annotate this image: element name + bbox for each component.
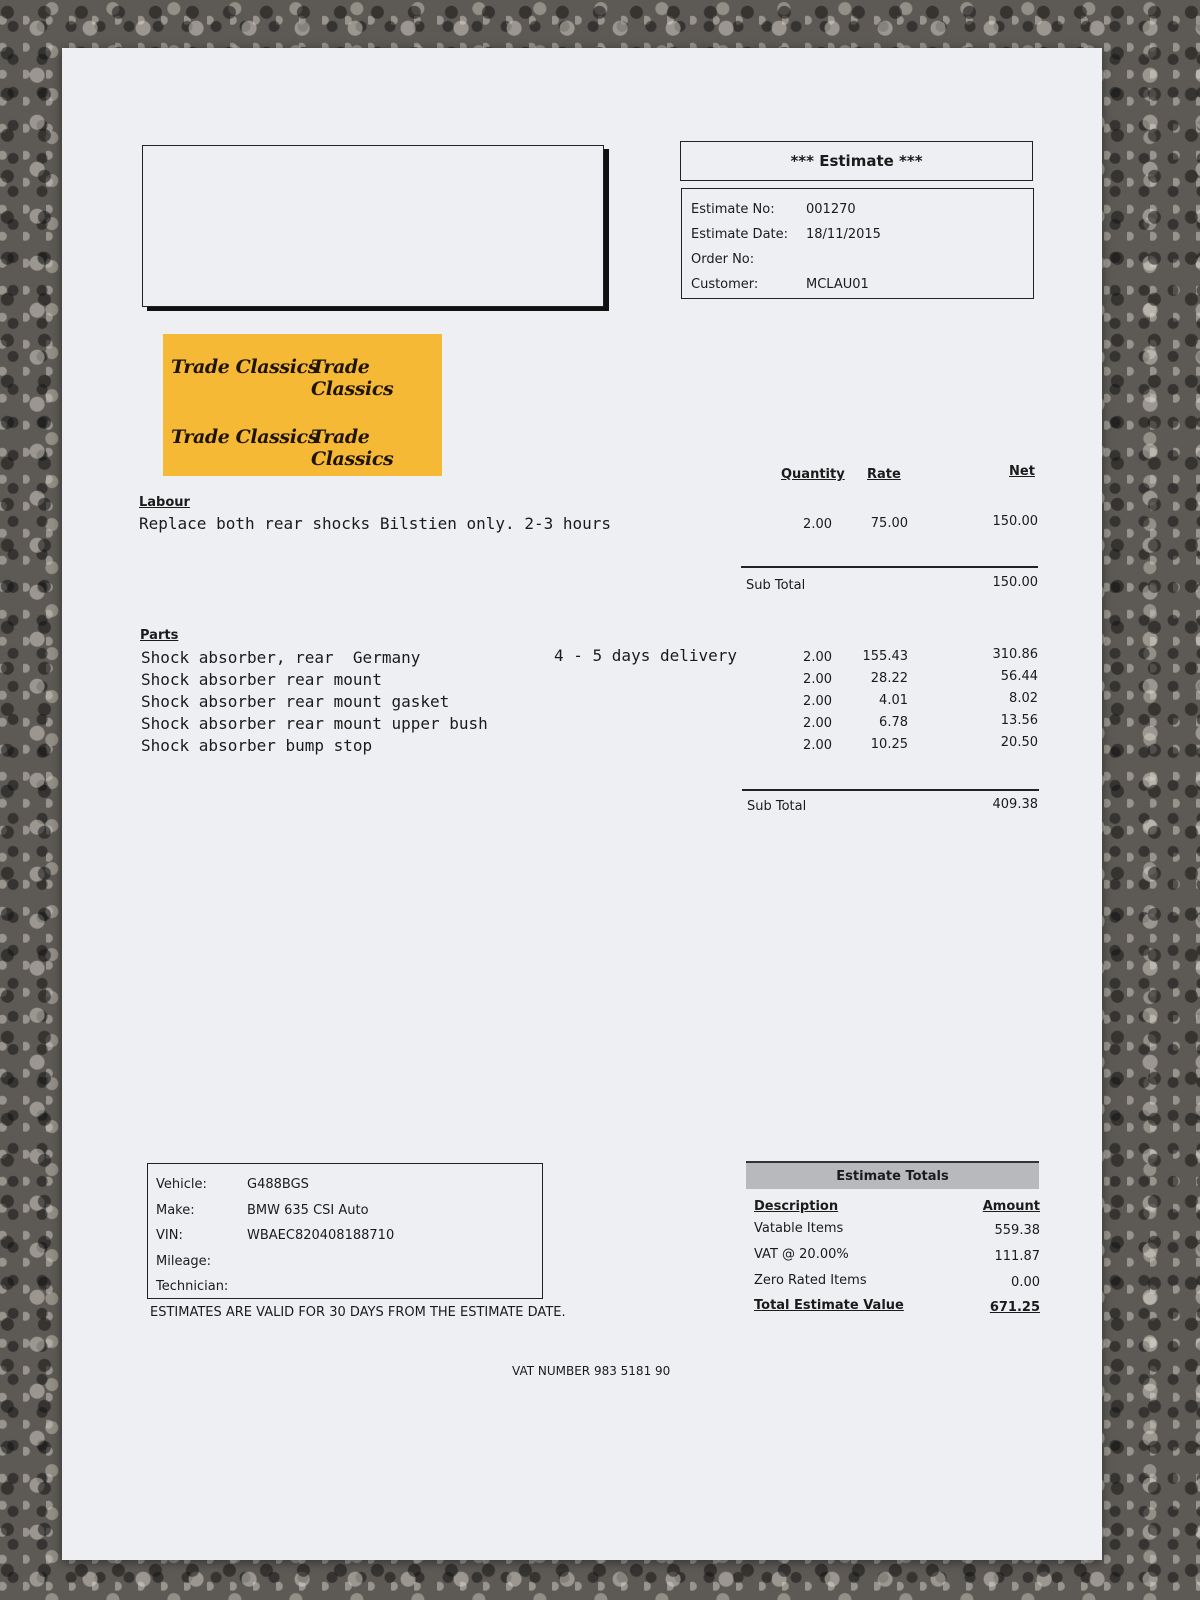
trade-classics-logo xyxy=(163,334,442,476)
meta-label: Estimate No: xyxy=(691,202,775,217)
vehicle-make: BMW 635 CSI Auto xyxy=(247,1202,369,1218)
parts-heading: Parts xyxy=(140,628,179,643)
vehicle-details-box xyxy=(147,1163,543,1299)
totals-amount-header: Amount xyxy=(982,1199,1040,1214)
logo-text: Trade Classics xyxy=(171,426,318,448)
address-box xyxy=(142,145,604,307)
part-description: Shock absorber rear mount gasket xyxy=(141,692,450,711)
labour-quantity: 2.00 xyxy=(803,517,832,532)
validity-note: ESTIMATES ARE VALID FOR 30 DAYS FROM THE ESTIMATE DATE. xyxy=(150,1305,566,1320)
logo-text: Trade Classics xyxy=(311,426,394,470)
make-row xyxy=(156,1198,534,1224)
logo-text: Trade Classics xyxy=(311,356,394,400)
meta-row-customer xyxy=(691,272,1024,297)
labour-description: Replace both rear shocks Bilstien only. 2-3 hours xyxy=(139,514,612,533)
totals-row-label: VAT @ 20.00% xyxy=(754,1247,849,1262)
part-net: 20.50 xyxy=(1000,735,1038,750)
meta-label: Customer: xyxy=(691,277,759,292)
estimate-date: 18/11/2015 xyxy=(806,227,881,242)
quantity-column-header: Quantity xyxy=(781,467,845,482)
part-rate: 28.22 xyxy=(870,671,908,686)
mileage-label: Mileage: xyxy=(156,1253,212,1269)
totals-row-label: Zero Rated Items xyxy=(754,1273,867,1288)
labour-rate: 75.00 xyxy=(870,516,908,531)
meta-row-estimate-date xyxy=(691,222,1024,247)
part-delivery-note: 4 - 5 days delivery xyxy=(554,646,738,665)
vin-label: VIN: xyxy=(156,1228,183,1244)
labour-subtotal-label: Sub Total xyxy=(746,578,806,593)
vehicle-registration: G488BGS xyxy=(247,1177,309,1193)
vat-number: VAT NUMBER 983 5181 90 xyxy=(512,1364,671,1378)
estimate-number: 001270 xyxy=(806,202,856,217)
logo-text: Trade Classics xyxy=(171,356,318,378)
vat-amount: 111.87 xyxy=(994,1249,1040,1264)
part-net: 310.86 xyxy=(992,647,1038,662)
totals-description-header: Description xyxy=(754,1199,839,1214)
total-estimate-label: Total Estimate Value xyxy=(754,1298,904,1313)
totals-row-label: Vatable Items xyxy=(754,1221,844,1236)
labour-subtotal-rule xyxy=(741,566,1038,568)
vehicle-row xyxy=(156,1172,534,1198)
meta-label: Estimate Date: xyxy=(691,227,789,242)
vehicle-label: Vehicle: xyxy=(156,1177,207,1193)
parts-subtotal: 409.38 xyxy=(992,797,1038,812)
net-column-header: Net xyxy=(1009,464,1035,479)
make-label: Make: xyxy=(156,1202,195,1218)
part-rate: 6.78 xyxy=(879,715,908,730)
estimate-meta-box xyxy=(681,188,1034,299)
part-description: Shock absorber rear mount upper bush xyxy=(141,714,488,733)
total-estimate-value: 671.25 xyxy=(989,1300,1040,1315)
part-quantity: 2.00 xyxy=(803,672,832,687)
technician-row xyxy=(156,1274,534,1300)
part-net: 8.02 xyxy=(1009,691,1038,706)
vehicle-vin: WBAEC820408188710 xyxy=(247,1228,395,1244)
zero-rated-amount: 0.00 xyxy=(1011,1275,1040,1290)
vatable-items-amount: 559.38 xyxy=(994,1223,1040,1238)
part-quantity: 2.00 xyxy=(803,738,832,753)
estimate-title: *** Estimate *** xyxy=(680,141,1033,181)
part-description: Shock absorber, rear Germany xyxy=(141,648,421,667)
parts-subtotal-label: Sub Total xyxy=(747,799,807,814)
rate-column-header: Rate xyxy=(867,467,901,482)
part-rate: 155.43 xyxy=(862,649,908,664)
meta-row-order-no xyxy=(691,247,1024,272)
labour-net: 150.00 xyxy=(992,514,1038,529)
part-net: 13.56 xyxy=(1000,713,1038,728)
parts-subtotal-rule xyxy=(742,789,1039,791)
estimate-totals-heading: Estimate Totals xyxy=(746,1161,1039,1189)
part-net: 56.44 xyxy=(1000,669,1038,684)
labour-heading: Labour xyxy=(139,495,190,510)
part-description: Shock absorber bump stop xyxy=(141,736,373,755)
part-quantity: 2.00 xyxy=(803,716,832,731)
part-description: Shock absorber rear mount xyxy=(141,670,382,689)
part-quantity: 2.00 xyxy=(803,694,832,709)
part-quantity: 2.00 xyxy=(803,650,832,665)
customer-code: MCLAU01 xyxy=(806,277,869,292)
mileage-row xyxy=(156,1249,534,1275)
labour-subtotal: 150.00 xyxy=(992,575,1038,590)
technician-label: Technician: xyxy=(156,1279,229,1295)
part-rate: 10.25 xyxy=(870,737,908,752)
meta-row-estimate-no xyxy=(691,197,1024,222)
vin-row xyxy=(156,1223,534,1249)
part-rate: 4.01 xyxy=(879,693,908,708)
meta-label: Order No: xyxy=(691,252,755,267)
